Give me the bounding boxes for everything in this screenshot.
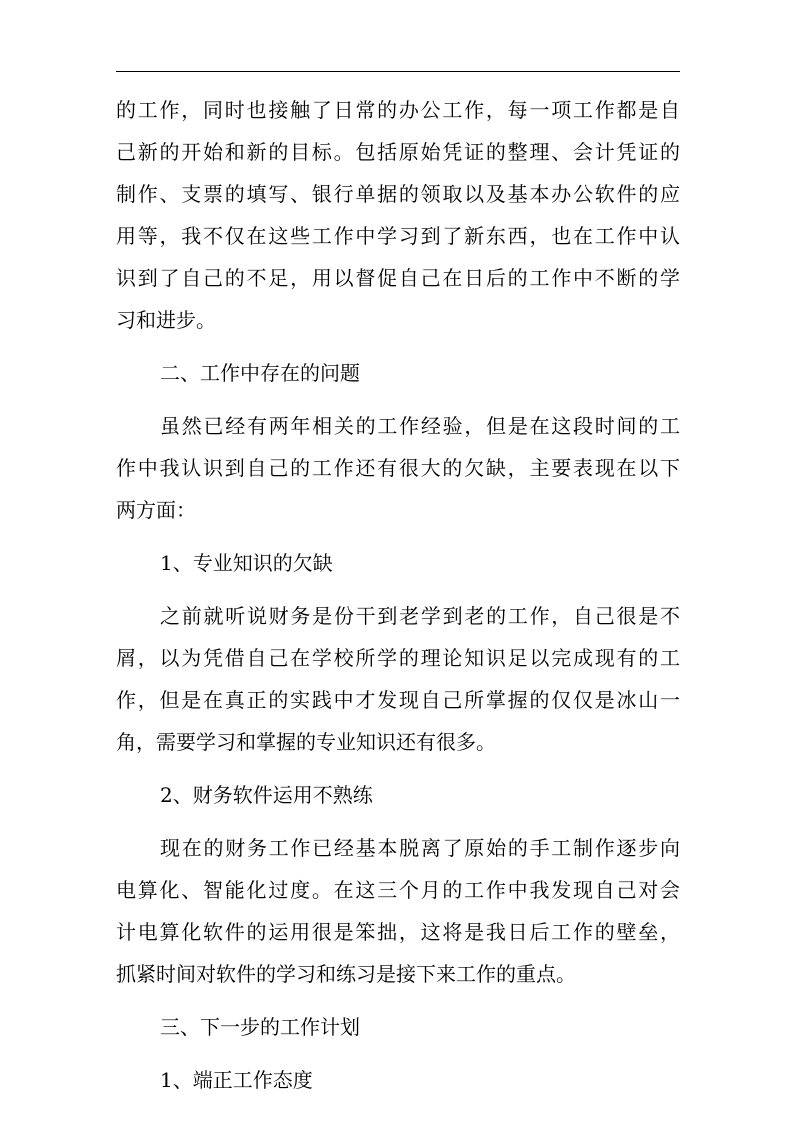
paragraph-line: 屑，以为凭借自己在学校所学的理论知识足以完成现有的工 — [116, 646, 680, 670]
paragraph-line: 电算化、智能化过度。在这三个月的工作中我发现自己对会 — [116, 878, 680, 902]
paragraph-line: 计电算化软件的运用很是笨拙，这将是我日后工作的壁垒， — [116, 920, 680, 944]
paragraph-line: 作中我认识到自己的工作还有很大的欠缺，主要表现在以下 — [116, 456, 680, 480]
paragraph-line: 之前就听说财务是份干到老学到老的工作，自己很是不 — [160, 604, 680, 628]
paragraph-line: 习和进步。 — [116, 308, 216, 332]
paragraph-line: 虽然已经有两年相关的工作经验，但是在这段时间的工 — [160, 414, 680, 438]
paragraph-line: 两方面： — [116, 498, 196, 522]
paragraph-line: 制作、支票的填写、银行单据的领取以及基本办公软件的应 — [116, 182, 680, 206]
header-rule — [116, 71, 680, 72]
subsection-heading: 1、端正工作态度 — [160, 1068, 313, 1092]
section-heading: 三、下一步的工作计划 — [160, 1015, 360, 1039]
paragraph-line: 抓紧时间对软件的学习和练习是接下来工作的重点。 — [116, 962, 576, 986]
paragraph-line: 己新的开始和新的目标。包括原始凭证的整理、会计凭证的 — [116, 140, 680, 164]
subsection-heading: 1、专业知识的欠缺 — [160, 551, 333, 575]
subsection-heading: 2、财务软件运用不熟练 — [160, 783, 373, 807]
paragraph-line: 识到了自己的不足，用以督促自己在日后的工作中不断的学 — [116, 266, 680, 290]
section-heading: 二、工作中存在的问题 — [160, 361, 360, 385]
paragraph-line: 现在的财务工作已经基本脱离了原始的手工制作逐步向 — [160, 836, 680, 860]
paragraph-line: 作，但是在真正的实践中才发现自己所掌握的仅仅是冰山一 — [116, 688, 680, 712]
paragraph-line: 用等，我不仅在这些工作中学习到了新东西，也在工作中认 — [116, 224, 680, 248]
document-body — [116, 89, 680, 1101]
paragraph-line: 角，需要学习和掌握的专业知识还有很多。 — [116, 730, 496, 754]
paragraph-line: 的工作，同时也接触了日常的办公工作，每一项工作都是自 — [116, 98, 680, 122]
